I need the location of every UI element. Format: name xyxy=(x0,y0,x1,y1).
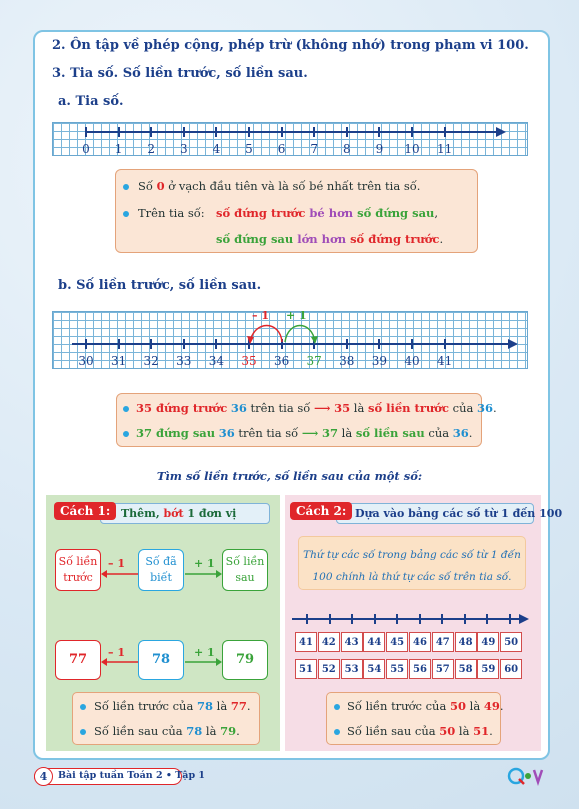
bullet-icon xyxy=(334,704,340,710)
arc-minus-label: – 1 xyxy=(252,309,269,322)
numberline-b-tick xyxy=(346,339,348,349)
box-text: biết xyxy=(150,571,172,584)
note-a-line-1 xyxy=(138,179,420,193)
plus-arc-head-icon xyxy=(311,336,318,344)
cach-2-arrow-icon xyxy=(519,614,529,624)
numberline-a-label: 10 xyxy=(404,142,420,156)
numberline-b-label: 32 xyxy=(143,354,159,368)
box-77: 77 xyxy=(55,640,101,680)
bullet-icon xyxy=(80,729,86,735)
cach-2-summary-1 xyxy=(347,699,504,713)
numberline-a-tick xyxy=(346,127,348,137)
left-arrow-icon xyxy=(101,658,107,666)
number-cell: 47 xyxy=(432,632,454,652)
cach-2-italic-line: 100 chính là thứ tự các số trên tia số. xyxy=(312,571,512,583)
numberline-a-tick xyxy=(215,127,217,137)
note-b-text: trên tia số xyxy=(234,426,299,440)
cach-1-summary-2 xyxy=(94,724,240,738)
publisher-logo-icon xyxy=(506,764,546,788)
box-next-number xyxy=(222,549,268,591)
bullet-icon xyxy=(123,211,129,217)
numberline-b-arrow-icon xyxy=(508,339,518,349)
right-arrow-icon: ⟶ xyxy=(313,401,331,415)
cach-2-desc: Dựa vào bảng các số từ 1 đến 100 xyxy=(336,503,534,524)
note-b-text: 37 xyxy=(321,426,338,440)
note-a-phrase: số đứng trước xyxy=(216,206,306,220)
note-b-text: của xyxy=(448,401,477,415)
number-cell: 44 xyxy=(363,632,385,652)
summary-text: . xyxy=(499,699,504,713)
note-b-text: 35 đứng trước xyxy=(136,401,228,415)
summary-text: 51 xyxy=(473,724,490,738)
cach-1-minus-label: – 1 xyxy=(108,557,125,570)
numberline-b-label: 35 xyxy=(241,354,257,368)
numberline-b-tick xyxy=(150,339,152,349)
summary-text: 50 xyxy=(449,699,466,713)
note-b-text: 36 xyxy=(230,401,247,415)
number-cell: 57 xyxy=(432,659,454,679)
summary-text: 77 xyxy=(230,699,247,713)
numberline-b-tick xyxy=(118,339,120,349)
numberline-a-tick xyxy=(411,127,413,137)
note-b-text: 36 xyxy=(218,426,235,440)
numberline-a-grid xyxy=(52,122,528,156)
note-a-phrase: số đứng trước xyxy=(350,232,440,246)
right-arrow-icon xyxy=(216,570,222,578)
note-b-text: 37 đứng sau xyxy=(136,426,216,440)
note-b-row-1 xyxy=(136,401,497,415)
bullet-icon xyxy=(334,729,340,735)
summary-text: là xyxy=(465,699,484,713)
number-cell: 48 xyxy=(455,632,477,652)
box-text: Số liền xyxy=(225,554,265,568)
summary-text: . xyxy=(236,724,240,738)
note-b-text: số liền trước xyxy=(367,401,449,415)
number-cell: 51 xyxy=(295,659,317,679)
note-b-text: 36 xyxy=(476,401,493,415)
numberline-b-tick xyxy=(85,339,87,349)
note-a-phrase: . xyxy=(439,232,444,246)
section-a-title: a. Tia số. xyxy=(58,94,124,109)
numberline-b-tick xyxy=(411,339,413,349)
cach-1-plus-label: + 1 xyxy=(194,646,215,659)
heading-3: 3. Tia số. Số liền trước, số liền sau. xyxy=(52,66,308,81)
note-a-text: ở vạch đầu tiên và là số bé nhất trên tia số. xyxy=(164,179,421,193)
number-cell: 52 xyxy=(318,659,340,679)
box-text: Số liền xyxy=(58,554,98,568)
cach-1-plus-label: + 1 xyxy=(194,557,215,570)
summary-text: là xyxy=(212,699,231,713)
number-cell: 53 xyxy=(341,659,363,679)
cach-2-tick xyxy=(464,614,466,624)
numberline-b-label: 36 xyxy=(273,354,290,368)
note-a-zero: 0 xyxy=(156,179,165,193)
note-a-phrase: lớn hơn xyxy=(293,232,351,246)
note-a-phrase: số đứng sau xyxy=(357,206,435,220)
minus-arc-head-icon xyxy=(247,336,254,344)
note-b-row-2 xyxy=(136,426,472,440)
cach-1-desc-text: Thêm, xyxy=(121,507,164,520)
numberline-a-tick xyxy=(150,127,152,137)
note-b-text: là xyxy=(338,426,356,440)
plus-arc-icon xyxy=(285,326,315,343)
numberline-a-tick xyxy=(85,127,87,137)
number-cell: 50 xyxy=(500,632,522,652)
number-cell: 45 xyxy=(386,632,408,652)
numberline-b-label: 37 xyxy=(306,354,322,368)
summary-text: 78 xyxy=(196,699,213,713)
summary-text: Số liền trước của xyxy=(347,699,450,713)
cach-2-tick xyxy=(351,614,353,624)
bullet-icon xyxy=(123,184,129,190)
numberline-b-tick xyxy=(183,339,185,349)
bullet-icon xyxy=(80,704,86,710)
number-cell: 55 xyxy=(386,659,408,679)
summary-text: Số liền trước của xyxy=(94,699,197,713)
bullet-icon xyxy=(123,406,129,412)
numberline-a-label: 7 xyxy=(310,142,319,156)
numberline-a-label: 1 xyxy=(114,142,123,156)
find-title: Tìm số liền trước, số liền sau của một số: xyxy=(156,469,423,483)
summary-text: . xyxy=(489,724,493,738)
cach-2-tick xyxy=(329,614,331,624)
heading-2: 2. Ôn tập về phép cộng, phép trừ (không nhớ) trong phạm vi 100. xyxy=(52,38,529,53)
numberline-b-label: 31 xyxy=(110,354,127,368)
numberline-a-tick xyxy=(118,127,120,137)
cach-2-tick xyxy=(509,614,511,624)
cach-1-desc xyxy=(100,503,270,524)
summary-text: 79 xyxy=(220,724,237,738)
cach-2-italic-text xyxy=(298,544,526,588)
right-arrow-icon xyxy=(216,658,222,666)
cach-2-tick xyxy=(374,614,376,624)
numberline-b-tick xyxy=(444,339,446,349)
cach-1-desc-text: bớt xyxy=(163,507,184,520)
number-cell: 43 xyxy=(341,632,363,652)
section-b-title: b. Số liền trước, số liền sau. xyxy=(58,278,262,293)
note-b-text: là xyxy=(350,401,368,415)
box-78: 78 xyxy=(138,640,184,680)
number-cell: 59 xyxy=(477,659,499,679)
summary-text: Số liền sau của xyxy=(94,724,187,738)
cach-2-tick xyxy=(306,614,308,624)
numberline-b-label: 33 xyxy=(176,354,192,368)
numberline-a-label: 3 xyxy=(179,142,188,156)
numberline-a-label: 4 xyxy=(212,142,221,156)
box-text: sau xyxy=(235,571,255,584)
numberline-b-label: 38 xyxy=(339,354,355,368)
numberline-b-label: 34 xyxy=(208,354,225,368)
numberline-b-label: 41 xyxy=(436,354,453,368)
note-a-phrase: bé hơn xyxy=(305,206,358,220)
note-a-label: Trên tia số: xyxy=(138,206,205,220)
summary-text: Số liền sau của xyxy=(347,724,440,738)
numberline-b-label: 30 xyxy=(78,354,94,368)
box-text: trước xyxy=(63,571,93,584)
cach-2-italic-line: Thứ tự các số trong bảng các số từ 1 đến xyxy=(303,549,521,561)
cach-2-tick xyxy=(441,614,443,624)
number-cell: 41 xyxy=(295,632,317,652)
arc-plus-label: + 1 xyxy=(286,309,307,322)
summary-text: là xyxy=(202,724,221,738)
cach-2-tick xyxy=(396,614,398,624)
numberline-a-label: 2 xyxy=(147,142,156,156)
note-b-text: 36 xyxy=(452,426,469,440)
summary-text: . xyxy=(246,699,251,713)
note-a-text: Số xyxy=(138,179,157,193)
summary-text: 78 xyxy=(186,724,203,738)
numberline-b-label: 40 xyxy=(404,354,420,368)
footer-title: Bài tập tuần Toán 2 • Tập 1 xyxy=(58,770,206,781)
number-cell: 46 xyxy=(409,632,431,652)
numberline-b-tick xyxy=(215,339,217,349)
minus-arc-icon xyxy=(250,326,282,343)
numberline-a-tick xyxy=(444,127,446,137)
number-cell: 60 xyxy=(500,659,522,679)
number-cell: 58 xyxy=(455,659,477,679)
note-a-phrase: , xyxy=(434,206,439,220)
number-cell: 49 xyxy=(477,632,499,652)
bullet-icon xyxy=(123,431,129,437)
numberline-a-label: 5 xyxy=(245,142,253,156)
note-a-line-2 xyxy=(216,206,438,220)
note-b-text: của xyxy=(424,426,453,440)
numberline-a-label: 0 xyxy=(82,142,90,156)
numberline-a-label: 6 xyxy=(277,142,286,156)
numberline-a-axis xyxy=(86,131,498,133)
number-cell: 42 xyxy=(318,632,340,652)
note-b-text: số liền sau xyxy=(355,426,425,440)
numberline-b-tick xyxy=(378,339,380,349)
note-b-text: . xyxy=(468,426,473,440)
numberline-a-label: 11 xyxy=(436,142,453,156)
numberline-a-arrow-icon xyxy=(496,127,506,137)
cach-2-tag: Cách 2: xyxy=(290,502,352,520)
numberline-a-tick xyxy=(313,127,315,137)
cach-1-tag: Cách 1: xyxy=(54,502,116,520)
cach-1-summary-1 xyxy=(94,699,251,713)
number-cell: 54 xyxy=(363,659,385,679)
numberline-a-tick xyxy=(378,127,380,137)
left-arrow-icon xyxy=(101,570,107,578)
numberline-a-tick xyxy=(281,127,283,137)
numberline-b-label: 39 xyxy=(371,354,388,368)
box-previous-number xyxy=(55,549,101,591)
note-b-text: trên tia số xyxy=(246,401,311,415)
number-cell: 56 xyxy=(409,659,431,679)
summary-text: là xyxy=(455,724,474,738)
page-number: 4 xyxy=(34,767,53,786)
note-a-phrase: số đứng sau xyxy=(216,232,294,246)
numberline-a-tick xyxy=(248,127,250,137)
summary-text: 49 xyxy=(483,699,500,713)
box-79: 79 xyxy=(222,640,268,680)
cach-1-minus-label: – 1 xyxy=(108,646,125,659)
note-a-line-3 xyxy=(216,232,443,246)
note-b-text: 35 xyxy=(334,401,351,415)
numberline-a-label: 9 xyxy=(375,142,384,156)
cach-2-tick xyxy=(419,614,421,624)
cach-1-desc-text: 1 đơn vị xyxy=(183,507,237,520)
box-text: Số đã xyxy=(145,554,177,568)
right-arrow-icon: ⟶ xyxy=(301,426,319,440)
note-b-text: . xyxy=(493,401,497,415)
numberline-a-tick xyxy=(183,127,185,137)
numberline-a-label: 8 xyxy=(342,142,351,156)
cach-2-summary-2 xyxy=(347,724,493,738)
cach-2-tick xyxy=(486,614,488,624)
summary-text: 50 xyxy=(439,724,456,738)
